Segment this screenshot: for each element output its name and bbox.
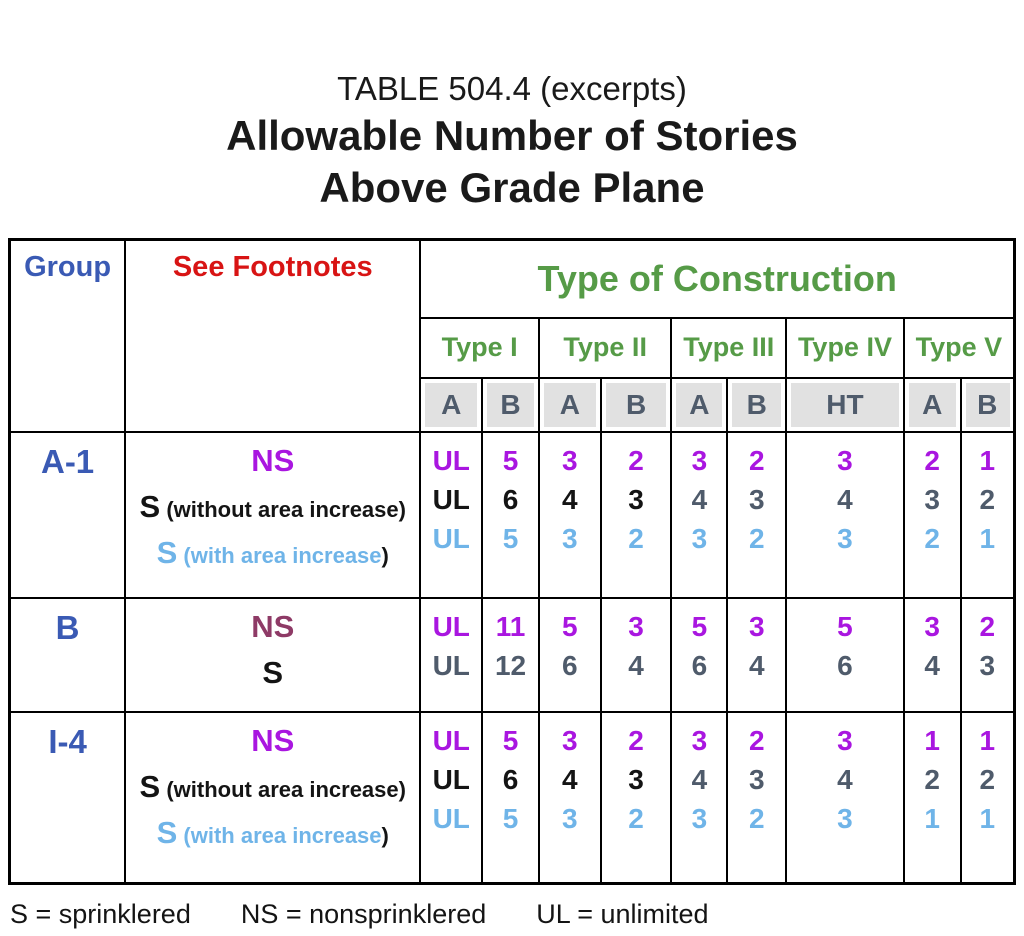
subtype-header-i-a: A [420,378,482,432]
value-cell [420,712,482,884]
value-line: 3 [924,610,940,642]
value-line: 1 [979,724,996,756]
value-cell [904,432,961,598]
value-line: 1 [924,724,940,756]
value-line: 3 [691,522,708,554]
value-cell [961,712,1015,884]
value-cell [420,598,482,712]
value-line: 5 [502,724,519,756]
value-line: 5 [502,522,519,554]
value-line: 3 [691,444,708,476]
value-line: 11 [495,610,526,642]
value-line: 3 [691,802,708,834]
value-cell [671,432,727,598]
value-line: 4 [691,763,708,795]
value-line: 2 [628,444,644,476]
subtype-header-v-b: B [961,378,1015,432]
footnote-line: S (without area increase) [139,768,406,804]
value-line: 3 [837,724,853,756]
value-cell [601,598,672,712]
group-cell: B [10,598,126,712]
page-title-line1: Allowable Number of Stories [226,112,798,159]
value-line: 3 [837,522,853,554]
value-line: 1 [979,522,996,554]
value-line: 1 [979,802,996,834]
value-cell [601,712,672,884]
value-cell [482,432,539,598]
table-row-b [10,598,1015,712]
value-line: UL [432,610,470,642]
value-line: 6 [502,763,519,795]
group-cell: I-4 [10,712,126,884]
value-line: 2 [628,724,644,756]
value-line: 3 [748,483,765,515]
value-line: 3 [748,763,765,795]
value-line: 3 [979,649,996,681]
table-wrapper [8,238,1016,885]
value-line: 4 [837,763,853,795]
value-line: 6 [837,649,853,681]
value-line: UL [432,483,470,515]
value-line: 4 [628,649,644,681]
legend-item-nonsprinklered: NS = nonsprinklered [240,899,487,929]
value-line: 3 [748,610,765,642]
subtype-header-v-a: A [904,378,961,432]
legend [10,899,1024,930]
value-line: 3 [628,483,644,515]
type-header-type-iii: Type III [671,318,786,378]
value-cell [786,712,904,884]
subtype-header-iii-a: A [671,378,727,432]
value-cell [727,712,786,884]
value-line: 3 [924,483,940,515]
value-cell [482,598,539,712]
value-line: 4 [924,649,940,681]
value-line: 2 [628,522,644,554]
value-cell [539,712,601,884]
construction-header: Type of Construction [420,240,1014,318]
value-line: 3 [837,444,853,476]
legend-item-sprinklered: S = sprinklered [10,899,191,929]
subtype-header-ii-a: A [539,378,601,432]
table-row-i-4 [10,712,1015,884]
value-cell [961,432,1015,598]
value-line: 3 [837,802,853,834]
value-line: 4 [562,763,578,795]
type-header-type-i: Type I [420,318,539,378]
value-line: 2 [979,483,996,515]
value-cell [539,432,601,598]
value-line: UL [432,444,470,476]
value-line: UL [432,649,470,681]
value-line: 2 [748,724,765,756]
header-row-1 [10,240,1015,318]
value-cell [727,432,786,598]
value-line: 1 [924,802,940,834]
value-cell [420,432,482,598]
value-cell [727,598,786,712]
footnote-line: S (with area increase) [156,534,389,570]
value-cell [539,598,601,712]
value-line: 2 [979,763,996,795]
group-cell: A-1 [10,432,126,598]
value-line: 4 [562,483,578,515]
value-line: 2 [924,444,940,476]
value-cell [671,598,727,712]
value-line: 2 [748,802,765,834]
legend-item-unlimited: UL = unlimited [536,899,709,929]
footnote-cell [125,432,420,598]
value-line: 3 [562,802,578,834]
value-line: 5 [691,610,708,642]
value-line: 5 [562,610,578,642]
value-line: 4 [691,483,708,515]
value-cell [671,712,727,884]
value-line: 5 [837,610,853,642]
type-header-type-v: Type V [904,318,1015,378]
page-title-line2: Above Grade Plane [319,164,705,211]
value-line: 3 [628,763,644,795]
value-line: 2 [979,610,996,642]
value-line: 2 [748,522,765,554]
value-line: UL [432,522,470,554]
type-header-type-iv: Type IV [786,318,904,378]
value-cell [786,432,904,598]
value-cell [601,432,672,598]
group-column-header: Group [10,240,126,432]
value-line: 2 [924,522,940,554]
value-line: 6 [502,483,519,515]
value-line: 2 [924,763,940,795]
value-line: 2 [748,444,765,476]
footnote-line: S [262,654,284,690]
footnote-line: S (with area increase) [156,814,389,850]
value-line: 5 [502,802,519,834]
value-line: 4 [748,649,765,681]
value-line: 12 [494,649,527,681]
subtype-header-iv-ht: HT [786,378,904,432]
value-line: 2 [628,802,644,834]
value-cell [961,598,1015,712]
value-cell [904,598,961,712]
footnote-line: NS [251,722,295,758]
subtype-header-i-b: B [482,378,539,432]
subtype-header-iii-b: B [727,378,786,432]
value-cell [482,712,539,884]
footnote-cell [125,712,420,884]
subtype-header-ii-b: B [601,378,672,432]
table-row-a-1 [10,432,1015,598]
value-line: 3 [562,444,578,476]
value-line: 3 [691,724,708,756]
footnote-cell [125,598,420,712]
value-line: UL [432,802,470,834]
value-line: 5 [502,444,519,476]
allowable-stories-table [8,238,1016,885]
value-line: 1 [979,444,996,476]
footnote-line: NS [251,442,295,478]
footnote-line: NS [251,608,295,644]
type-header-type-ii: Type II [539,318,672,378]
value-line: 6 [691,649,708,681]
value-line: 3 [562,724,578,756]
footnotes-column-header: See Footnotes [125,240,420,432]
value-line: 4 [837,483,853,515]
value-line: UL [432,763,470,795]
value-line: 3 [628,610,644,642]
value-line: 3 [562,522,578,554]
title-block [0,68,1024,214]
value-line: UL [432,724,470,756]
value-cell [904,712,961,884]
table-number-title: TABLE 504.4 (excerpts) [337,70,687,107]
footnote-line: S (without area increase) [139,488,406,524]
value-cell [786,598,904,712]
value-line: 6 [562,649,578,681]
